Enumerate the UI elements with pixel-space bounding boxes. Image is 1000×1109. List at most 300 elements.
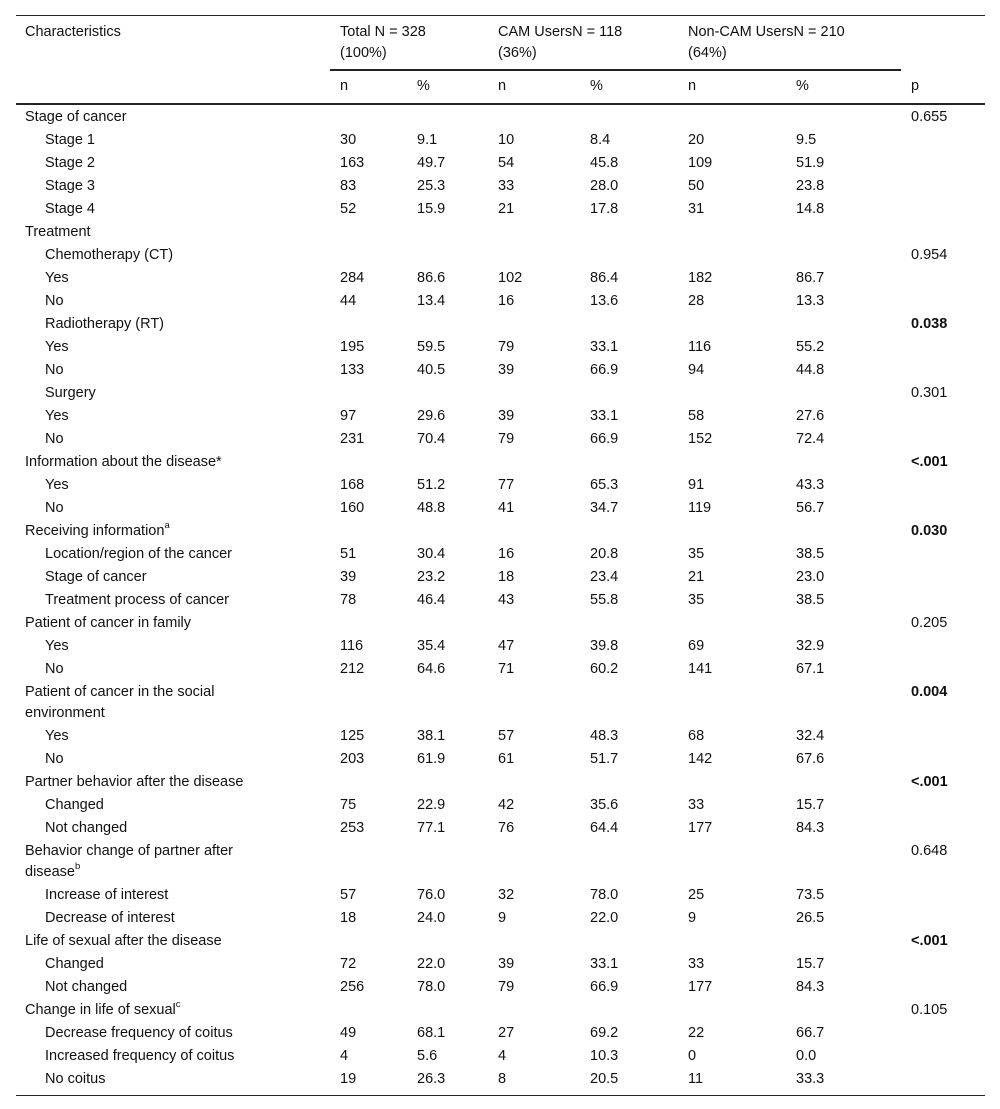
header-noncam-n: n: [688, 78, 697, 94]
cell-total-pct: 68.1: [417, 1025, 446, 1041]
row-label: [25, 520, 170, 543]
cell-noncam-n: 58: [688, 408, 705, 424]
row-label-text: Changed: [45, 956, 104, 972]
cell-total-n: 39: [340, 569, 357, 585]
row-label: [45, 267, 69, 290]
row-label: [45, 543, 232, 566]
row-label-text: Stage 2: [45, 155, 95, 171]
cell-noncam-n: 177: [688, 820, 713, 836]
cell-cam-n: 77: [498, 477, 515, 493]
table-row: [16, 543, 985, 566]
cell-p-value: 0.205: [911, 615, 948, 631]
cell-cam-n: 41: [498, 500, 515, 516]
table-row: [16, 244, 985, 267]
cell-noncam-n: 152: [688, 431, 713, 447]
table-row: [16, 497, 985, 520]
cell-total-n: 125: [340, 728, 365, 744]
footnote-marker: b: [74, 861, 81, 873]
cell-noncam-n: 68: [688, 728, 705, 744]
cell-total-n: 72: [340, 956, 357, 972]
row-label-text: Stage of cancer: [45, 569, 147, 585]
cell-noncam-pct: 67.1: [796, 661, 825, 677]
row-label-text: No: [45, 362, 64, 378]
cell-total-n: 78: [340, 592, 357, 608]
cell-noncam-pct: 51.9: [796, 155, 825, 171]
row-label-text: Partner behavior after the disease: [25, 774, 244, 790]
table-row: [16, 382, 985, 405]
table-row: [16, 313, 985, 336]
cell-noncam-pct: 33.3: [796, 1071, 825, 1087]
cell-noncam-pct: 44.8: [796, 362, 825, 378]
cell-total-pct: 9.1: [417, 132, 438, 148]
cell-total-pct: 15.9: [417, 201, 446, 217]
cell-total-pct: 46.4: [417, 592, 446, 608]
cell-total-n: 19: [340, 1071, 357, 1087]
row-label: [45, 382, 96, 405]
row-label-text: Surgery: [45, 385, 96, 401]
cell-total-pct: 30.4: [417, 546, 446, 562]
row-label-text: Information about the disease*: [25, 454, 222, 470]
cell-total-pct: 35.4: [417, 638, 446, 654]
table-row: [16, 658, 985, 681]
row-label: [45, 290, 64, 313]
row-label: [25, 841, 285, 883]
row-label-text: Stage of cancer: [25, 109, 127, 125]
cell-noncam-pct: 27.6: [796, 408, 825, 424]
table-row: [16, 428, 985, 451]
row-label: [45, 313, 164, 336]
cell-noncam-n: 28: [688, 293, 705, 309]
cell-total-n: 30: [340, 132, 357, 148]
table-row: [16, 976, 985, 999]
cell-noncam-n: 109: [688, 155, 713, 171]
row-label-text: Yes: [45, 477, 69, 493]
cell-noncam-n: 11: [688, 1071, 704, 1087]
cell-total-n: 18: [340, 910, 357, 926]
row-label-text: Chemotherapy (CT): [45, 247, 174, 263]
header-cam-line2: (36%): [498, 45, 537, 61]
row-label-text: Stage 4: [45, 201, 95, 217]
cell-total-n: 212: [340, 661, 365, 677]
table-header: [16, 15, 985, 105]
cell-noncam-pct: 66.7: [796, 1025, 825, 1041]
row-label: [45, 589, 229, 612]
table-bottom-rule: [16, 1095, 985, 1096]
cell-total-n: 75: [340, 797, 357, 813]
row-label: [45, 1022, 233, 1045]
row-label: [45, 175, 95, 198]
cell-noncam-pct: 38.5: [796, 546, 825, 562]
cell-cam-pct: 78.0: [590, 887, 619, 903]
table-row: [16, 612, 985, 635]
table-row: [16, 907, 985, 930]
cell-total-pct: 26.3: [417, 1071, 446, 1087]
table-row: [16, 474, 985, 497]
cell-total-pct: 5.6: [417, 1048, 438, 1064]
cell-cam-n: 18: [498, 569, 515, 585]
table-row: [16, 198, 985, 221]
row-label: [25, 451, 222, 474]
cell-noncam-n: 22: [688, 1025, 705, 1041]
row-label-text: No: [45, 661, 64, 677]
table-row: [16, 129, 985, 152]
footnote-marker: c: [175, 999, 181, 1011]
row-label-text: Stage 1: [45, 132, 95, 148]
cell-noncam-pct: 43.3: [796, 477, 825, 493]
cell-total-n: 116: [340, 638, 364, 654]
cell-total-n: 256: [340, 979, 365, 995]
cell-total-pct: 29.6: [417, 408, 446, 424]
cell-noncam-pct: 32.4: [796, 728, 825, 744]
cell-noncam-pct: 73.5: [796, 887, 825, 903]
cell-cam-n: 39: [498, 362, 515, 378]
cell-noncam-pct: 67.6: [796, 751, 825, 767]
row-label-text: Patient of cancer in the social environment: [25, 684, 215, 721]
cell-cam-pct: 60.2: [590, 661, 619, 677]
row-label: [45, 748, 64, 771]
row-label-text: Decrease frequency of coitus: [45, 1025, 233, 1041]
cell-cam-pct: 20.5: [590, 1071, 619, 1087]
cell-total-pct: 49.7: [417, 155, 446, 171]
cell-cam-n: 39: [498, 408, 515, 424]
cell-p-value: 0.301: [911, 385, 948, 401]
cell-total-n: 133: [340, 362, 365, 378]
table-row: [16, 635, 985, 658]
cell-total-n: 44: [340, 293, 357, 309]
footnote-marker: a: [164, 520, 170, 532]
cell-noncam-n: 69: [688, 638, 705, 654]
cell-cam-n: 10: [498, 132, 515, 148]
cell-noncam-pct: 9.5: [796, 132, 817, 148]
cell-cam-pct: 65.3: [590, 477, 619, 493]
cell-noncam-n: 119: [688, 500, 712, 516]
cell-noncam-pct: 15.7: [796, 956, 825, 972]
cell-cam-pct: 33.1: [590, 956, 619, 972]
table-row: [16, 999, 985, 1022]
cell-noncam-pct: 14.8: [796, 201, 825, 217]
cell-noncam-n: 91: [688, 477, 705, 493]
table-row: [16, 520, 985, 543]
cell-p-value: 0.004: [911, 684, 948, 700]
cell-total-n: 284: [340, 270, 365, 286]
cell-cam-pct: 51.7: [590, 751, 619, 767]
table-row: [16, 106, 985, 129]
row-label-text: Decrease of interest: [45, 910, 175, 926]
cell-noncam-pct: 38.5: [796, 592, 825, 608]
cell-total-n: 83: [340, 178, 357, 194]
cell-cam-n: 16: [498, 546, 515, 562]
cell-cam-pct: 55.8: [590, 592, 619, 608]
cell-total-pct: 64.6: [417, 661, 446, 677]
table-row: [16, 589, 985, 612]
cell-cam-pct: 69.2: [590, 1025, 619, 1041]
row-label-text: Receiving information: [25, 523, 165, 539]
table-row: [16, 1045, 985, 1068]
table-row: [16, 725, 985, 748]
table-row: [16, 930, 985, 953]
row-label: [45, 405, 69, 428]
row-label-text: No: [45, 500, 64, 516]
cell-noncam-n: 94: [688, 362, 705, 378]
cell-total-n: 203: [340, 751, 365, 767]
cell-total-pct: 48.8: [417, 500, 446, 516]
cell-total-pct: 61.9: [417, 751, 446, 767]
row-label-text: Patient of cancer in family: [25, 615, 192, 631]
cell-noncam-pct: 84.3: [796, 979, 825, 995]
row-label: [45, 152, 95, 175]
row-label-text: Change in life of sexual: [25, 1002, 176, 1018]
row-label: [25, 930, 222, 953]
cell-cam-pct: 20.8: [590, 546, 619, 562]
cell-cam-n: 39: [498, 956, 515, 972]
row-label-text: Yes: [45, 339, 69, 355]
cell-total-n: 52: [340, 201, 357, 217]
row-label-text: Treatment: [25, 224, 91, 240]
cell-cam-n: 61: [498, 751, 515, 767]
cell-noncam-n: 20: [688, 132, 705, 148]
cell-p-value: 0.648: [911, 843, 948, 859]
cell-noncam-pct: 32.9: [796, 638, 825, 654]
cell-cam-n: 47: [498, 638, 515, 654]
header-noncam-pct: %: [796, 78, 809, 94]
table-row: [16, 1022, 985, 1045]
cell-total-n: 160: [340, 500, 365, 516]
header-group-rule: [330, 69, 901, 71]
cell-cam-n: 32: [498, 887, 515, 903]
cell-total-pct: 76.0: [417, 887, 446, 903]
row-label: [45, 635, 69, 658]
cell-cam-pct: 8.4: [590, 132, 611, 148]
cell-total-n: 253: [340, 820, 365, 836]
cell-noncam-n: 21: [688, 569, 705, 585]
cell-noncam-n: 33: [688, 956, 705, 972]
row-label: [45, 1068, 105, 1091]
row-label: [25, 682, 285, 724]
cell-cam-pct: 33.1: [590, 408, 619, 424]
header-characteristics: Characteristics: [25, 24, 121, 40]
header-cam-line1: CAM UsersN = 118: [498, 24, 623, 40]
row-label-text: Life of sexual after the disease: [25, 933, 222, 949]
cell-noncam-n: 25: [688, 887, 705, 903]
row-label: [45, 976, 127, 999]
cell-cam-pct: 28.0: [590, 178, 619, 194]
cell-cam-pct: 86.4: [590, 270, 619, 286]
table-row: [16, 336, 985, 359]
table-row: [16, 175, 985, 198]
cell-noncam-n: 35: [688, 592, 705, 608]
cell-noncam-n: 182: [688, 270, 713, 286]
cell-cam-pct: 34.7: [590, 500, 619, 516]
cell-noncam-n: 50: [688, 178, 705, 194]
row-label: [25, 221, 91, 244]
cell-cam-n: 9: [498, 910, 507, 926]
table: [16, 15, 985, 1096]
cell-noncam-n: 142: [688, 751, 713, 767]
header-cam-n: n: [498, 78, 507, 94]
cell-cam-pct: 13.6: [590, 293, 619, 309]
cell-noncam-pct: 56.7: [796, 500, 825, 516]
row-label: [45, 428, 64, 451]
cell-cam-n: 8: [498, 1071, 507, 1087]
table-row: [16, 359, 985, 382]
cell-p-value: 0.030: [911, 523, 948, 539]
cell-cam-n: 43: [498, 592, 515, 608]
cell-noncam-n: 0: [688, 1048, 697, 1064]
cell-cam-n: 4: [498, 1048, 507, 1064]
row-label-text: No coitus: [45, 1071, 106, 1087]
table-row: [16, 566, 985, 589]
table-row: [16, 221, 985, 244]
cell-cam-n: 21: [498, 201, 515, 217]
cell-noncam-pct: 55.2: [796, 339, 825, 355]
cell-noncam-pct: 23.8: [796, 178, 825, 194]
cell-noncam-pct: 15.7: [796, 797, 825, 813]
cell-p-value: <.001: [911, 774, 948, 790]
cell-cam-pct: 66.9: [590, 431, 619, 447]
row-label: [25, 999, 181, 1022]
row-label: [25, 771, 243, 794]
row-label-text: Yes: [45, 728, 69, 744]
header-noncam-line1: Non-CAM UsersN = 210: [688, 24, 845, 40]
table-row: [16, 1068, 985, 1091]
cell-total-pct: 59.5: [417, 339, 446, 355]
table-row: [16, 748, 985, 771]
cell-cam-n: 102: [498, 270, 523, 286]
cell-noncam-pct: 86.7: [796, 270, 825, 286]
row-label: [45, 907, 175, 930]
row-label-text: Increase of interest: [45, 887, 169, 903]
cell-cam-pct: 33.1: [590, 339, 619, 355]
cell-total-pct: 77.1: [417, 820, 446, 836]
cell-p-value: <.001: [911, 933, 948, 949]
cell-total-n: 49: [340, 1025, 357, 1041]
cell-cam-pct: 66.9: [590, 979, 619, 995]
row-label-text: Yes: [45, 408, 69, 424]
cell-cam-n: 76: [498, 820, 515, 836]
table-row: [16, 152, 985, 175]
row-label: [25, 612, 191, 635]
row-label-text: Changed: [45, 797, 104, 813]
cell-total-n: 163: [340, 155, 365, 171]
cell-total-pct: 22.9: [417, 797, 446, 813]
row-label-text: Stage 3: [45, 178, 95, 194]
cell-total-pct: 23.2: [417, 569, 446, 585]
cell-noncam-pct: 84.3: [796, 820, 825, 836]
cell-cam-pct: 66.9: [590, 362, 619, 378]
cell-total-pct: 24.0: [417, 910, 446, 926]
cell-total-n: 57: [340, 887, 357, 903]
cell-total-pct: 22.0: [417, 956, 446, 972]
row-label: [45, 497, 64, 520]
cell-total-pct: 70.4: [417, 431, 446, 447]
cell-total-pct: 38.1: [417, 728, 446, 744]
row-label: [45, 1045, 234, 1068]
cell-cam-pct: 17.8: [590, 201, 619, 217]
row-label: [45, 474, 69, 497]
table-row: [16, 771, 985, 794]
cell-cam-pct: 39.8: [590, 638, 619, 654]
table-body: [16, 105, 985, 1091]
table-row: [16, 840, 985, 884]
cell-cam-pct: 45.8: [590, 155, 619, 171]
row-label-text: Not changed: [45, 979, 128, 995]
cell-cam-n: 27: [498, 1025, 515, 1041]
cell-total-n: 195: [340, 339, 365, 355]
cell-total-pct: 40.5: [417, 362, 446, 378]
table-row: [16, 267, 985, 290]
cell-total-pct: 25.3: [417, 178, 446, 194]
table-row: [16, 794, 985, 817]
table-row: [16, 451, 985, 474]
cell-noncam-pct: 26.5: [796, 910, 825, 926]
row-label-text: Not changed: [45, 820, 128, 836]
row-label: [45, 566, 147, 589]
row-label-text: No: [45, 751, 64, 767]
row-label-text: Radiotherapy (RT): [45, 316, 165, 332]
row-label-text: No: [45, 293, 64, 309]
row-label-text: Location/region of the cancer: [45, 546, 233, 562]
cell-cam-n: 79: [498, 339, 515, 355]
table-row: [16, 405, 985, 428]
row-label-text: No: [45, 431, 64, 447]
cell-cam-n: 42: [498, 797, 515, 813]
cell-noncam-n: 35: [688, 546, 705, 562]
cell-total-n: 231: [340, 431, 365, 447]
cell-total-n: 97: [340, 408, 357, 424]
row-label: [45, 725, 69, 748]
cell-cam-pct: 48.3: [590, 728, 619, 744]
header-total-pct: %: [417, 78, 430, 94]
cell-noncam-pct: 23.0: [796, 569, 825, 585]
row-label-text: Increased frequency of coitus: [45, 1048, 235, 1064]
row-label: [45, 817, 127, 840]
table-row: [16, 884, 985, 907]
row-label: [45, 658, 64, 681]
cell-p-value: 0.655: [911, 109, 948, 125]
cell-noncam-pct: 0.0: [796, 1048, 817, 1064]
row-label: [45, 884, 168, 907]
cell-noncam-n: 141: [688, 661, 713, 677]
header-total-line2: (100%): [340, 45, 387, 61]
cell-cam-n: 33: [498, 178, 515, 194]
row-label: [45, 336, 69, 359]
cell-total-pct: 51.2: [417, 477, 446, 493]
table-row: [16, 681, 985, 725]
table-row: [16, 817, 985, 840]
cell-total-pct: 86.6: [417, 270, 446, 286]
cell-cam-n: 79: [498, 979, 515, 995]
cell-p-value: 0.954: [911, 247, 948, 263]
row-label-text: Behavior change of partner after disease: [25, 843, 233, 880]
header-cam-pct: %: [590, 78, 603, 94]
row-label: [25, 106, 127, 129]
cell-total-n: 51: [340, 546, 357, 562]
cell-total-n: 4: [340, 1048, 349, 1064]
cell-cam-pct: 64.4: [590, 820, 619, 836]
cell-total-pct: 13.4: [417, 293, 446, 309]
cell-cam-n: 57: [498, 728, 515, 744]
cell-cam-pct: 10.3: [590, 1048, 619, 1064]
cell-noncam-n: 31: [688, 201, 705, 217]
cell-total-pct: 78.0: [417, 979, 446, 995]
cell-p-value: 0.105: [911, 1002, 948, 1018]
row-label: [45, 359, 64, 382]
cell-noncam-n: 177: [688, 979, 713, 995]
row-label: [45, 198, 95, 221]
cell-cam-n: 79: [498, 431, 515, 447]
row-label: [45, 953, 104, 976]
cell-total-n: 168: [340, 477, 365, 493]
